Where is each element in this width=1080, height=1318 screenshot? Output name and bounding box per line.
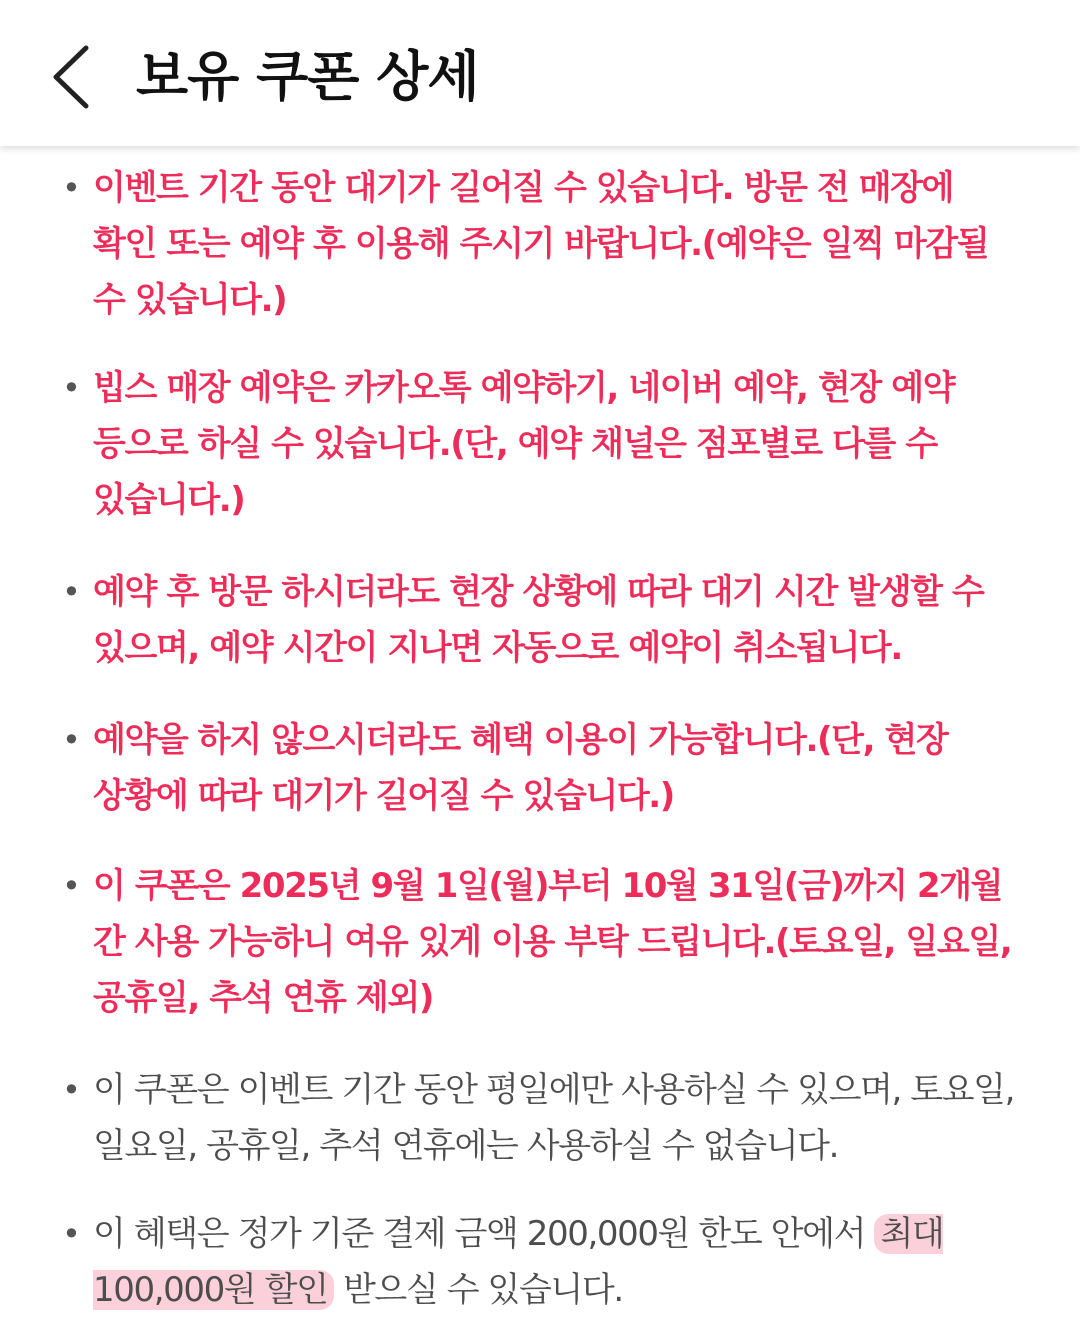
notice-text: 예약 후 방문 하시더라도 현장 상황에 따라 대기 시간 발생할 수 있으며, 예약 시간이 지나면 자동으로 예약이 취소됩니다.	[93, 572, 984, 668]
bullet: •	[62, 867, 81, 905]
highlighted-discount: 최대 100,000원 할인	[93, 1214, 944, 1310]
notice-text: 이 쿠폰은 2025년 9월 1일(월)부터 10월 31일(금)까지 2개월 간 사용 가능하니 여유 있게 이용 부탁 드립니다.(토요일, 일요일, 공휴일, 추석 연휴 제외)	[93, 866, 1012, 1018]
bullet: •	[62, 573, 81, 611]
chevron-left-icon	[36, 36, 108, 116]
page-title: 보유 쿠폰 상세	[136, 45, 479, 108]
notice-text	[93, 1206, 1015, 1318]
notice-text: 이벤트 기간 동안 대기가 길어질 수 있습니다. 방문 전 매장에 확인 또는 예약 후 이용해 주시기 바랍니다.(예약은 일찍 마감될 수 있습니다.)	[93, 168, 989, 320]
bullet: •	[62, 721, 81, 759]
back-button[interactable]	[36, 36, 108, 116]
bullet: •	[62, 369, 81, 407]
notice-text: 이 쿠폰은 이벤트 기간 동안 평일에만 사용하실 수 있으며, 토요일, 일요일, 공휴일, 추석 연휴에는 사용하실 수 없습니다.	[93, 1070, 1015, 1166]
bullet: •	[62, 169, 81, 207]
bullet: •	[62, 1215, 81, 1253]
notice-text-after: 받으실 수 있습니다.	[333, 1270, 623, 1310]
notice-text: 예약을 하지 않으시더라도 혜택 이용이 가능합니다.(단, 현장 상황에 따라 대기가 길어질 수 있습니다.)	[93, 720, 948, 816]
notice-text: 빕스 매장 예약은 카카오톡 예약하기, 네이버 예약, 현장 예약 등으로 하실 수 있습니다.(단, 예약 채널은 점포별로 다를 수 있습니다.)	[93, 368, 955, 520]
app-header	[0, 0, 1080, 146]
bullet: •	[62, 1071, 81, 1109]
notice-text-before: 이 혜택은 정가 기준 결제 금액 200,000원 한도 안에서	[93, 1214, 875, 1254]
